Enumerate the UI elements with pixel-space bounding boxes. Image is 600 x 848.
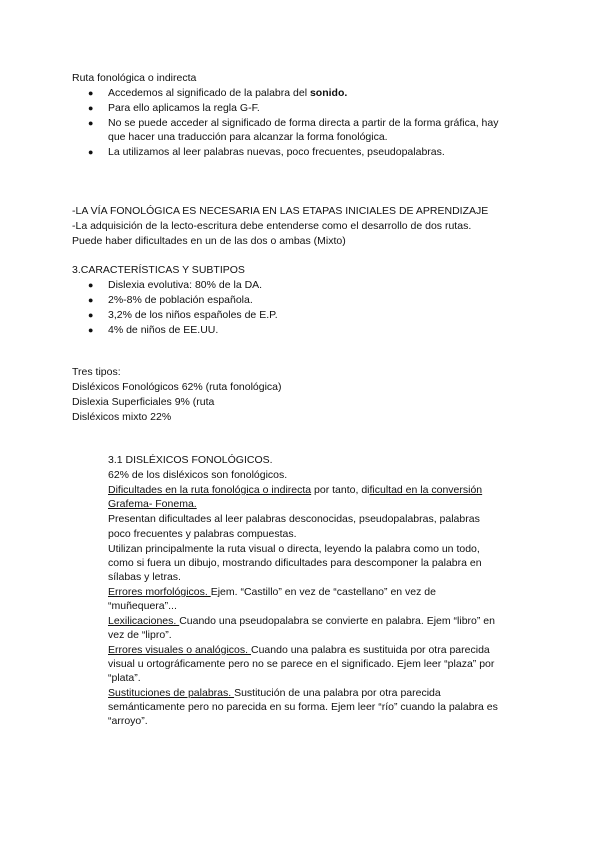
- s31-sustituciones-line3: “arroyo”.: [108, 715, 148, 727]
- s31-presentan-line1: Presentan dificultades al leer palabras desconocidas, pseudopalabras, palabras: [108, 513, 480, 525]
- tipos-heading: Tres tipos:: [72, 366, 121, 378]
- ruta-bullet-3-line2: que hacer una traducción para alcanzar la forma fonológica.: [108, 131, 388, 143]
- via-line-1: -La adquisición de la lecto-escritura debe entenderse como el desarrollo de dos rutas.: [72, 220, 472, 232]
- s31-dificultades-line1: Dificultades en la ruta fonológica o indirecta por tanto, dificultad en la conversión: [108, 484, 483, 496]
- s31-visuales-line2: visual u ortográficamente pero no se parece en el significado. Ejem leer “plaza” por: [108, 658, 495, 670]
- caract-bullet-2: 2%-8% de población española.: [108, 294, 253, 306]
- s31-dificultades-line2: Grafema- Fonema.: [108, 498, 197, 510]
- s31-morfologicos-line2: “muñequera”...: [108, 600, 177, 612]
- s31-lexicalizaciones-line2: vez de “lipro”.: [108, 629, 172, 641]
- s31-utilizan-line1: Utilizan principalmente la ruta visual o directa, leyendo la palabra como un todo,: [108, 543, 480, 555]
- caract-bullet-3: 3,2% de los niños españoles de E.P.: [108, 309, 278, 321]
- ruta-bullet-2: Para ello aplicamos la regla G-F.: [108, 102, 260, 114]
- bullet-icon: ●: [88, 118, 94, 128]
- s31-lexicalizaciones-line1: Lexilicaciones. Cuando una pseudopalabra se convierte en palabra. Ejem “libro” en: [108, 615, 495, 627]
- s31-sustituciones-line2: semánticamente pero no parecida en su forma. Ejem leer “río” cuando la palabra es: [108, 701, 498, 713]
- ruta-bullet-4: La utilizamos al leer palabras nuevas, poco frecuentes, pseudopalabras.: [108, 146, 445, 158]
- bullet-icon: ●: [88, 147, 94, 157]
- s31-percentage: 62% de los disléxicos son fonológicos.: [108, 469, 288, 481]
- s31-utilizan-line2: como si fuera un dibujo, mostrando dificultades para descomponer la palabra en: [108, 557, 482, 569]
- ruta-bullet-1: Accedemos al significado de la palabra del sonido.: [108, 87, 348, 99]
- ruta-title: Ruta fonológica o indirecta: [72, 72, 197, 84]
- bullet-icon: ●: [88, 103, 94, 113]
- bullet-icon: ●: [88, 310, 94, 320]
- s31-morfologicos-line1: Errores morfológicos. Ejem. “Castillo” en vez de “castellano” en vez de: [108, 586, 436, 598]
- bullet-icon: ●: [88, 280, 94, 290]
- s31-utilizan-line3: sílabas y letras.: [108, 571, 181, 583]
- s31-heading: 3.1 DISLÉXICOS FONOLÓGICOS.: [108, 454, 273, 466]
- tipos-item-3: Disléxicos mixto 22%: [72, 411, 172, 423]
- ruta-bullet-3-line1: No se puede acceder al significado de forma directa a partir de la forma gráfica, hay: [108, 117, 499, 129]
- s31-visuales-line1: Errores visuales o analógicos. Cuando una palabra es sustituida por otra parecida: [108, 644, 490, 656]
- s31-visuales-line3: “plata”.: [108, 672, 141, 684]
- bullet-icon: ●: [88, 88, 94, 98]
- s31-sustituciones-line1: Sustituciones de palabras. Sustitución de una palabra por otra parecida: [108, 687, 441, 699]
- tipos-item-2: Dislexia Superficiales 9% (ruta: [72, 396, 215, 408]
- tipos-item-1: Disléxicos Fonológicos 62% (ruta fonológica): [72, 381, 282, 393]
- bullet-icon: ●: [88, 325, 94, 335]
- via-heading: -LA VÍA FONOLÓGICA ES NECESARIA EN LAS ETAPAS INICIALES DE APRENDIZAJE: [72, 205, 489, 217]
- caracteristicas-heading: 3.CARACTERÍSTICAS Y SUBTIPOS: [72, 264, 245, 276]
- s31-presentan-line2: poco frecuentes y palabras compuestas.: [108, 528, 297, 540]
- caract-bullet-4: 4% de niños de EE.UU.: [108, 324, 219, 336]
- bullet-icon: ●: [88, 295, 94, 305]
- caract-bullet-1: Dislexia evolutiva: 80% de la DA.: [108, 279, 263, 291]
- via-line-2: Puede haber dificultades en un de las dos o ambas (Mixto): [72, 235, 346, 247]
